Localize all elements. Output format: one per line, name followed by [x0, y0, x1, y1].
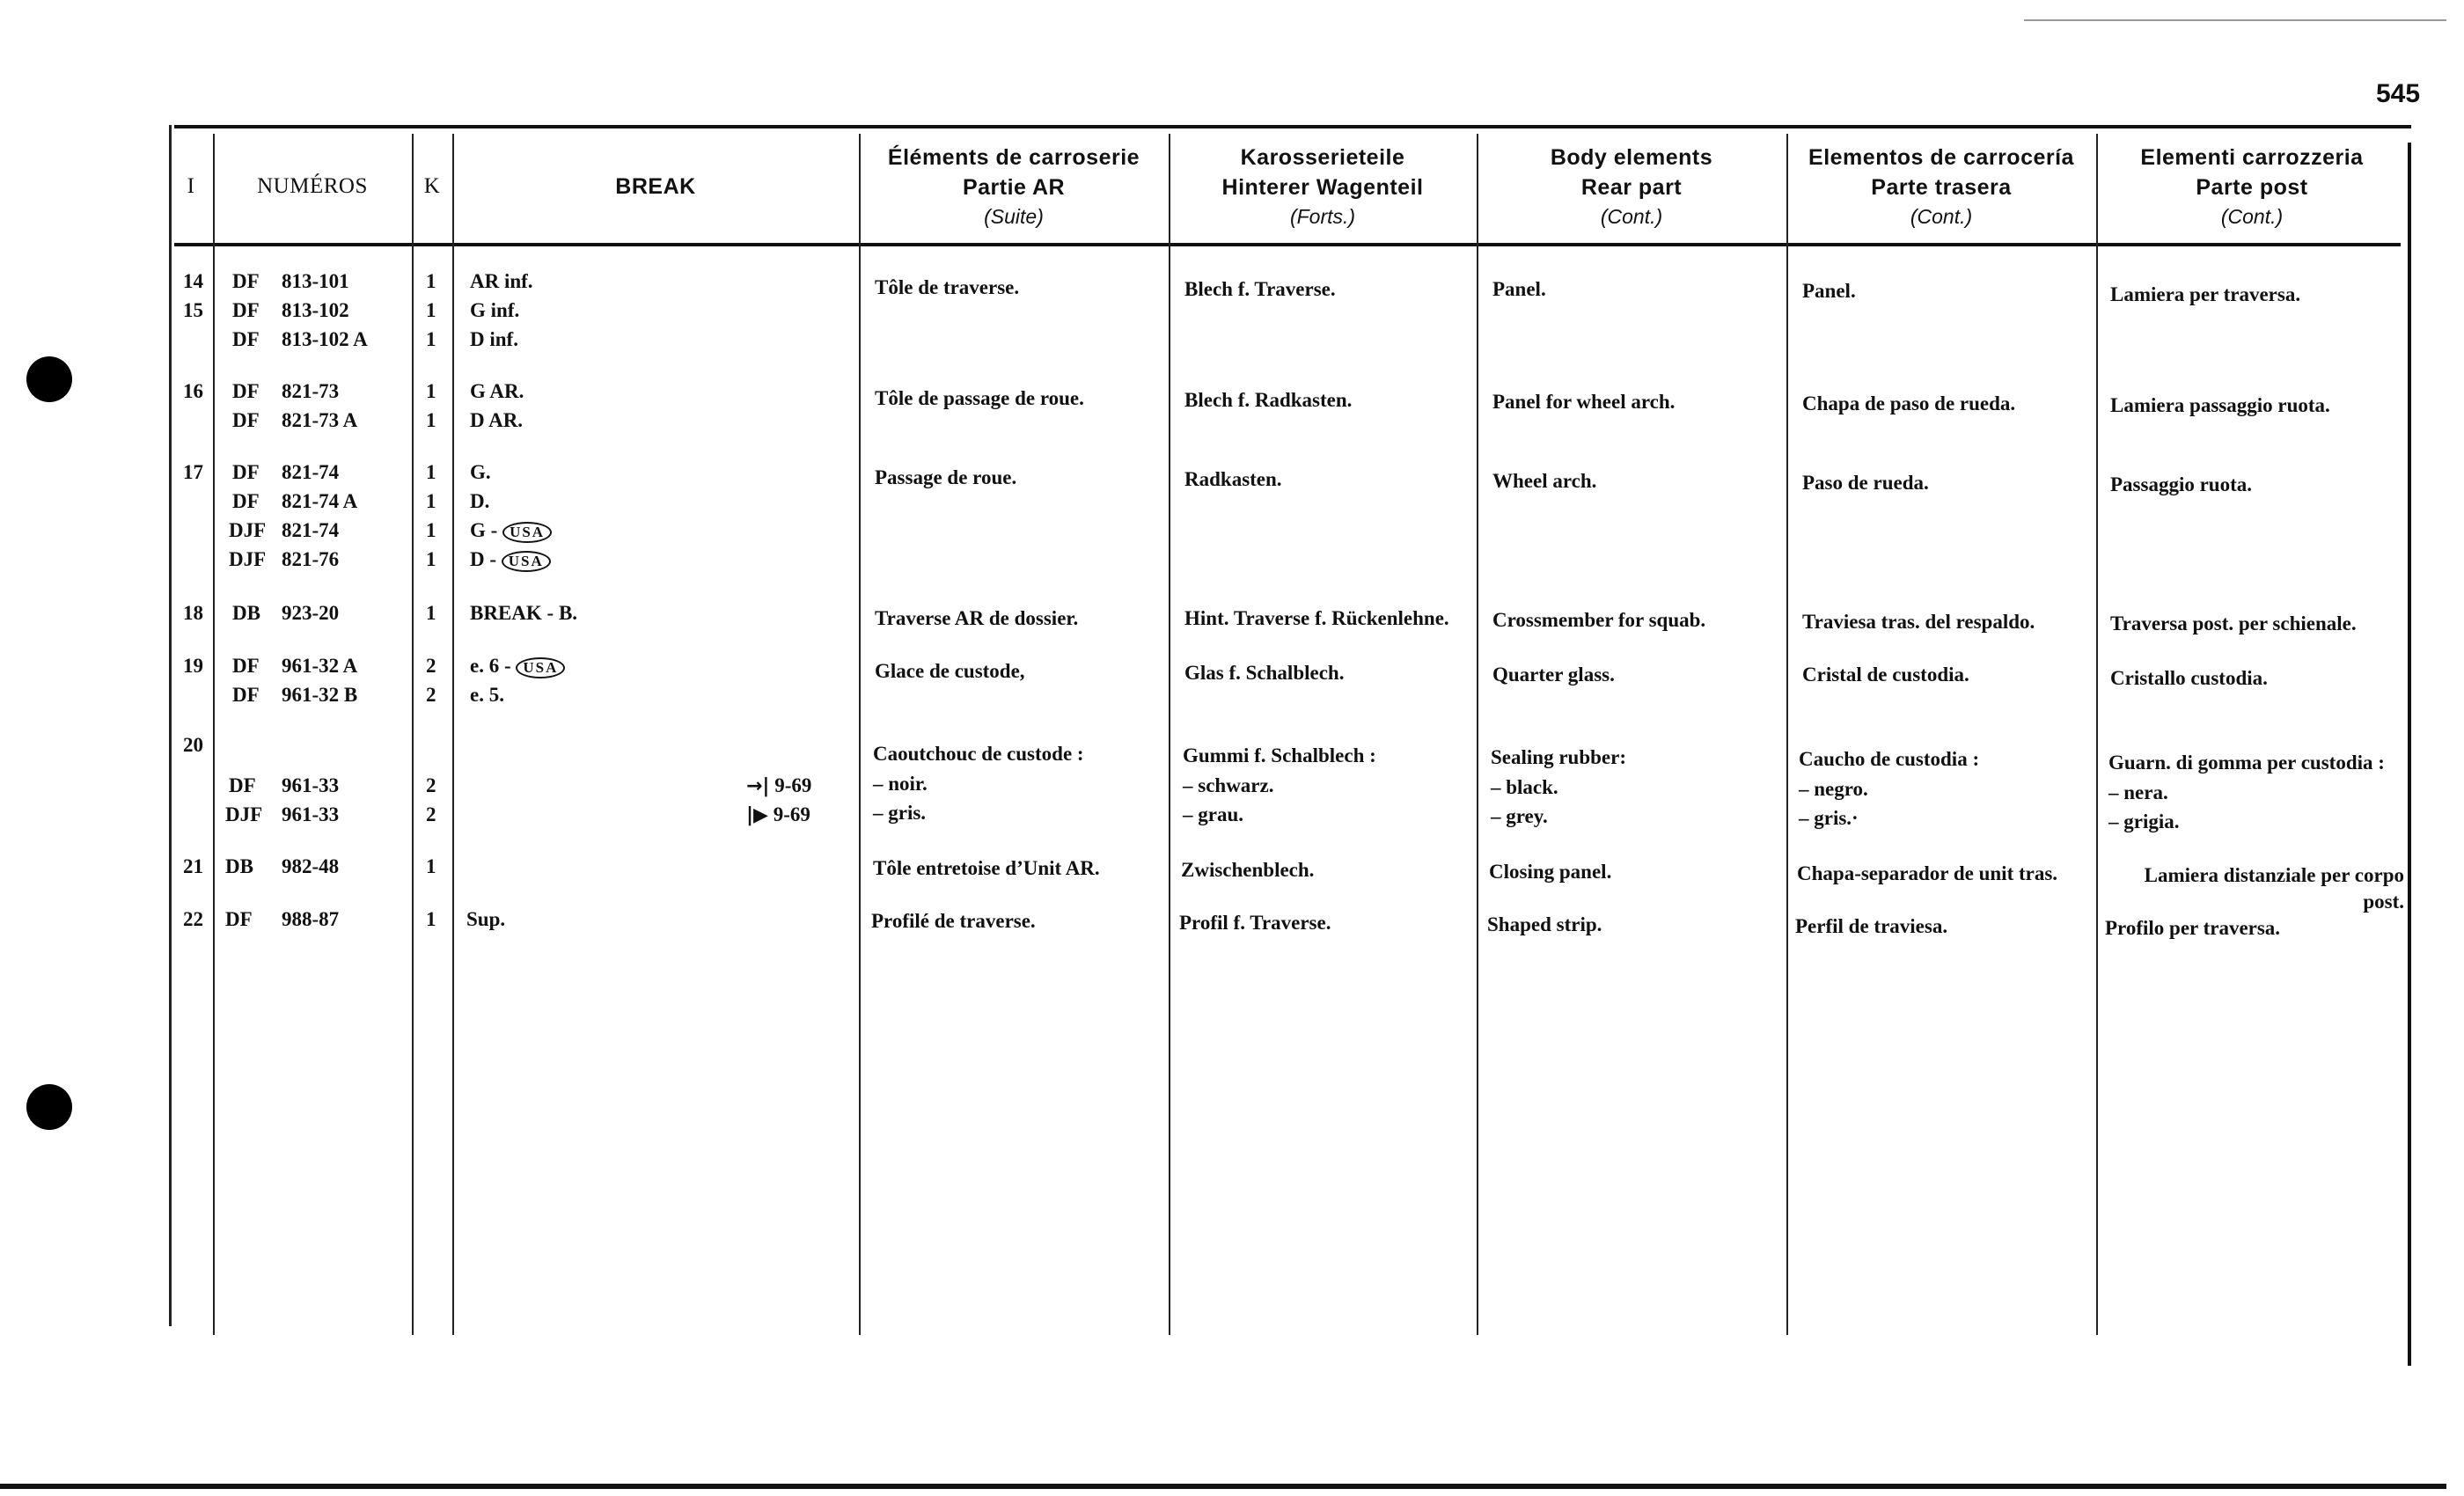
- desc-spanish: Caucho de custodia :: [1799, 748, 1980, 770]
- part-spec: G.: [470, 461, 491, 483]
- item-index: 18: [183, 602, 203, 624]
- part-prefix: DF: [232, 299, 260, 321]
- part-qty: 2: [426, 655, 436, 677]
- item-index: 14: [183, 270, 203, 292]
- col-divider: [412, 134, 414, 1335]
- part-qty: 1: [426, 519, 436, 541]
- desc-english: Closing panel.: [1489, 861, 1612, 883]
- part-spec: G inf.: [470, 299, 520, 321]
- col-divider: [1786, 134, 1788, 1335]
- part-qty: 2: [426, 684, 436, 706]
- header-rule: [174, 243, 2401, 246]
- usa-badge: USA: [502, 522, 552, 543]
- part-ref: 821-74: [282, 519, 340, 541]
- header-k: K: [423, 174, 441, 198]
- desc-french-variant-a: – noir.: [873, 773, 928, 795]
- header-english: Body elements Rear part (Cont.): [1550, 145, 1713, 228]
- desc-italian: Lamiera per traversa.: [2110, 283, 2301, 305]
- part-ref: 988-87: [282, 908, 340, 930]
- part-qty: 1: [426, 299, 436, 321]
- item-index: 19: [183, 655, 203, 677]
- part-prefix: DF: [232, 684, 260, 706]
- header-numeros: NUMÉROS: [257, 174, 368, 198]
- date-from: |▶ 9-69: [746, 803, 810, 826]
- desc-german: Glas f. Schalblech.: [1184, 662, 1345, 684]
- desc-german: Gummi f. Schalblech :: [1183, 744, 1376, 766]
- top-rule: [2024, 19, 2446, 21]
- desc-german: Profil f. Traverse.: [1179, 912, 1331, 934]
- punch-hole: [26, 356, 72, 402]
- desc-french: Glace de custode,: [875, 660, 1025, 682]
- desc-english-variant-b: – grey.: [1491, 805, 1548, 827]
- desc-italian-variant-b: – grigia.: [2108, 810, 2180, 832]
- header-german: Karosserieteile Hinterer Wagenteil (Forts.): [1221, 145, 1424, 228]
- desc-spanish: Panel.: [1802, 280, 1856, 302]
- desc-italian: Traversa post. per schienale.: [2110, 612, 2357, 634]
- table-top-border: [174, 125, 2411, 128]
- part-prefix: DF: [232, 380, 260, 402]
- part-qty: 2: [426, 774, 436, 796]
- header-french: Éléments de carroserie Partie AR (Suite): [887, 145, 1140, 228]
- part-qty: 1: [426, 855, 436, 877]
- desc-italian: Lamiera passaggio ruota.: [2110, 394, 2330, 416]
- desc-italian: Lamiera distanziale per corpo post.: [2144, 864, 2404, 913]
- part-qty: 1: [426, 908, 436, 930]
- part-ref: 813-102 A: [282, 328, 368, 350]
- part-ref: 961-32 B: [282, 684, 358, 706]
- desc-german: Hint. Traverse f. Rückenlehne.: [1184, 607, 1449, 629]
- part-spec: D inf.: [470, 328, 518, 350]
- col-divider: [1169, 134, 1170, 1335]
- part-prefix: DF: [232, 409, 260, 431]
- desc-french-variant-b: – gris.: [873, 802, 927, 824]
- desc-spanish-variant-b: – gris.·: [1799, 807, 1859, 829]
- col-divider: [213, 134, 215, 1335]
- table-right-border: [2408, 143, 2411, 1366]
- part-qty: 1: [426, 409, 436, 431]
- col-divider: [1477, 134, 1478, 1335]
- part-qty: 1: [426, 461, 436, 483]
- part-spec: e. 5.: [470, 684, 504, 706]
- part-ref: 982-48: [282, 855, 340, 877]
- part-prefix: DF: [232, 655, 260, 677]
- part-ref: 961-33: [282, 774, 340, 796]
- part-qty: 1: [426, 380, 436, 402]
- until-arrow-icon: →|: [746, 775, 770, 797]
- part-ref: 813-102: [282, 299, 349, 321]
- desc-german: Blech f. Radkasten.: [1184, 389, 1353, 411]
- desc-german: Blech f. Traverse.: [1184, 278, 1336, 300]
- part-ref: 821-74 A: [282, 490, 358, 512]
- item-index: 16: [183, 380, 203, 402]
- desc-spanish-variant-a: – negro.: [1799, 778, 1868, 800]
- part-qty: 1: [426, 548, 436, 570]
- part-prefix: DF: [229, 774, 256, 796]
- desc-english: Crossmember for squab.: [1492, 609, 1706, 631]
- desc-spanish: Chapa-separador de unit tras.: [1797, 862, 2058, 884]
- part-spec: G AR.: [470, 380, 524, 402]
- part-prefix: DJF: [229, 548, 267, 570]
- part-spec: BREAK - B.: [470, 602, 578, 624]
- part-spec: D - USA: [470, 546, 551, 573]
- part-spec: D.: [470, 490, 490, 512]
- from-arrow-icon: |▶: [746, 804, 768, 826]
- desc-german: Radkasten.: [1184, 468, 1282, 490]
- desc-german: Zwischenblech.: [1181, 859, 1315, 881]
- part-prefix: DF: [225, 908, 253, 930]
- desc-french: Tôle de traverse.: [875, 276, 1020, 298]
- desc-italian: Cristallo custodia.: [2110, 667, 2268, 689]
- desc-english: Panel.: [1492, 278, 1546, 300]
- usa-badge: USA: [502, 551, 551, 572]
- desc-spanish: Chapa de paso de rueda.: [1802, 392, 2016, 414]
- part-qty: 2: [426, 803, 436, 825]
- part-ref: 821-73 A: [282, 409, 358, 431]
- desc-english: Shaped strip.: [1487, 913, 1602, 935]
- part-spec: Sup.: [466, 908, 506, 930]
- desc-italian-variant-a: – nera.: [2108, 781, 2168, 803]
- desc-spanish: Cristal de custodia.: [1802, 664, 1969, 686]
- item-index: 22: [183, 908, 203, 930]
- desc-spanish: Perfil de traviesa.: [1795, 915, 1948, 937]
- desc-english: Wheel arch.: [1492, 470, 1597, 492]
- part-qty: 1: [426, 490, 436, 512]
- part-spec: AR inf.: [470, 270, 533, 292]
- part-ref: 813-101: [282, 270, 349, 292]
- desc-french: Passage de roue.: [875, 466, 1017, 488]
- part-ref: 821-76: [282, 548, 340, 570]
- desc-french: Traverse AR de dossier.: [875, 607, 1079, 629]
- desc-italian: Guarn. di gomma per custodia :: [2108, 752, 2385, 774]
- part-ref: 961-32 A: [282, 655, 358, 677]
- desc-german-variant-b: – grau.: [1183, 803, 1243, 825]
- desc-english-variant-a: – black.: [1491, 776, 1558, 798]
- header-model: BREAK: [615, 174, 696, 199]
- part-qty: 1: [426, 270, 436, 292]
- desc-spanish: Paso de rueda.: [1802, 472, 1929, 494]
- desc-italian: Profilo per traversa.: [2105, 917, 2281, 939]
- bottom-rule: [0, 1484, 2446, 1489]
- part-prefix: DJF: [225, 803, 263, 825]
- desc-french: Caoutchouc de custode :: [873, 743, 1084, 765]
- part-spec: D AR.: [470, 409, 524, 431]
- part-prefix: DJF: [229, 519, 267, 541]
- usa-badge: USA: [516, 657, 565, 678]
- desc-spanish: Traviesa tras. del respaldo.: [1802, 611, 2035, 633]
- part-prefix: DF: [232, 328, 260, 350]
- header-index: I: [187, 174, 195, 198]
- part-spec: G - USA: [470, 517, 552, 544]
- desc-english: Quarter glass.: [1492, 664, 1615, 686]
- part-ref: 821-73: [282, 380, 340, 402]
- desc-english: Panel for wheel arch.: [1492, 391, 1676, 413]
- item-index: 21: [183, 855, 203, 877]
- item-index: 20: [183, 734, 203, 756]
- part-prefix: DB: [232, 602, 260, 624]
- desc-english: Sealing rubber:: [1491, 746, 1626, 768]
- col-divider: [859, 134, 861, 1335]
- item-index: 17: [183, 461, 203, 483]
- date-until: →| 9-69: [746, 774, 812, 797]
- desc-italian: Passaggio ruota.: [2110, 473, 2252, 495]
- item-index: 15: [183, 299, 203, 321]
- col-divider: [452, 134, 454, 1335]
- part-qty: 1: [426, 328, 436, 350]
- desc-french: Tôle de passage de roue.: [875, 387, 1084, 409]
- part-prefix: DF: [232, 461, 260, 483]
- part-prefix: DF: [232, 490, 260, 512]
- part-qty: 1: [426, 602, 436, 624]
- header-spanish: Elementos de carrocería Parte trasera (Cont.): [1808, 145, 2074, 228]
- part-spec: e. 6 - USA: [470, 653, 565, 679]
- col-divider: [2096, 134, 2098, 1335]
- part-ref: 961-33: [282, 803, 340, 825]
- desc-french: Tôle entretoise d’Unit AR.: [873, 857, 1100, 879]
- col-divider: [169, 125, 172, 1326]
- part-ref: 923-20: [282, 602, 340, 624]
- parts-table: [174, 125, 2411, 1339]
- punch-hole: [26, 1084, 72, 1130]
- part-prefix: DB: [225, 855, 253, 877]
- desc-french: Profilé de traverse.: [871, 910, 1036, 932]
- header-italian: Elementi carrozzeria Parte post (Cont.): [2140, 145, 2364, 228]
- page-number: 545: [2376, 79, 2421, 108]
- part-prefix: DF: [232, 270, 260, 292]
- part-ref: 821-74: [282, 461, 340, 483]
- desc-german-variant-a: – schwarz.: [1183, 774, 1274, 796]
